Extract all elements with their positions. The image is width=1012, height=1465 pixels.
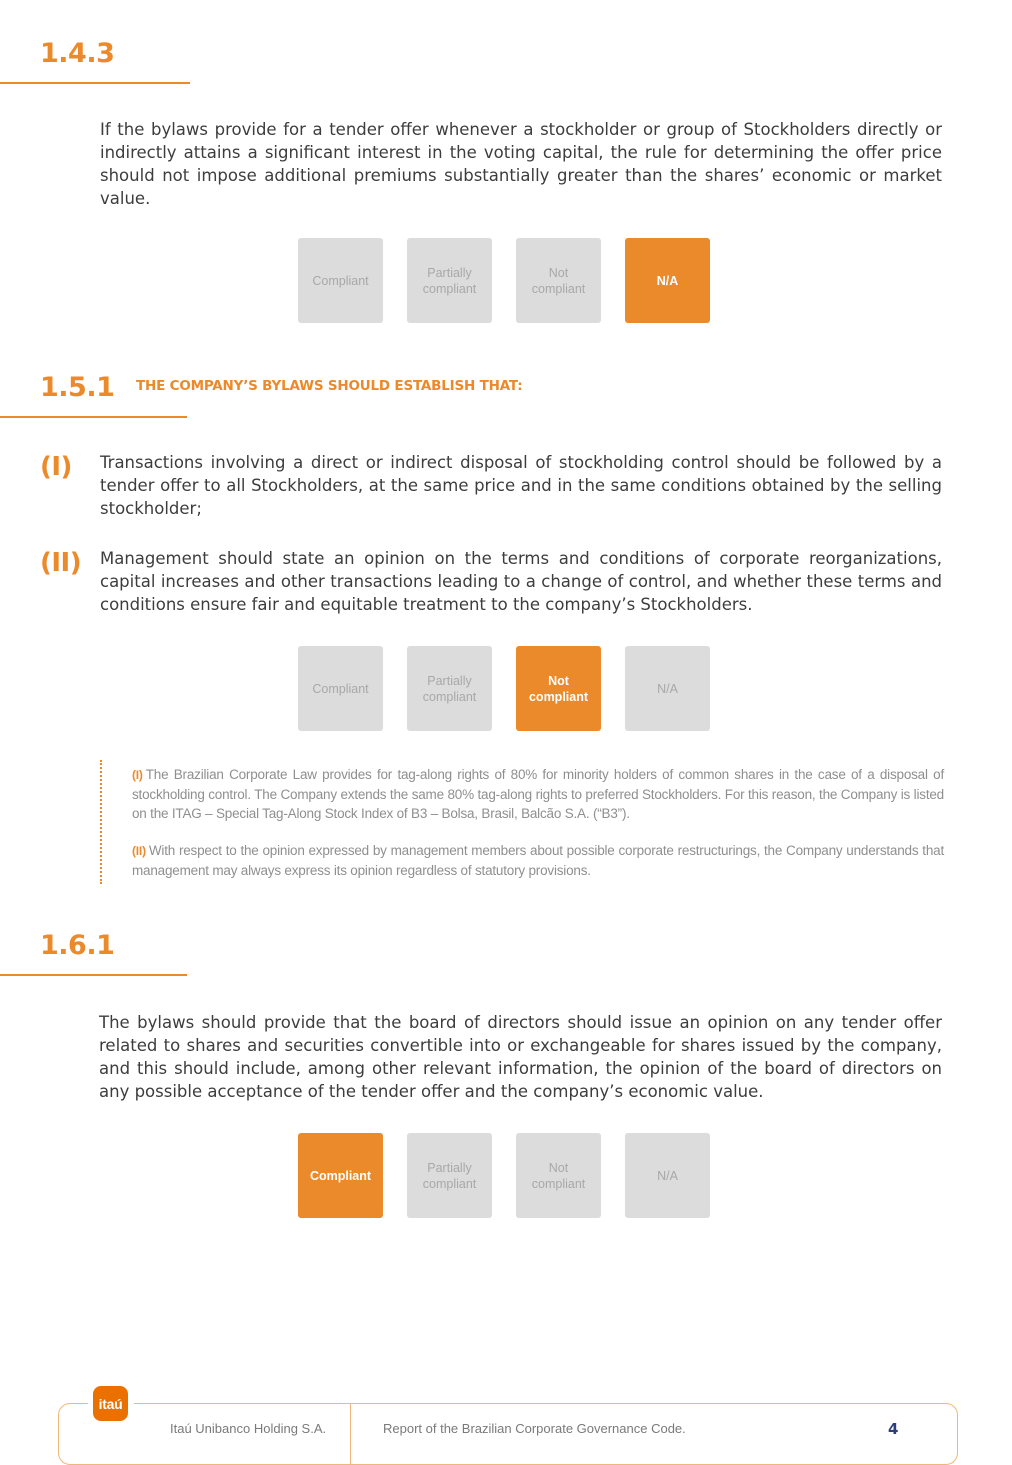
option-compliant: Compliant — [298, 238, 383, 323]
option-partially-compliant: Partially compliant — [407, 1133, 492, 1218]
item-text-ii: Management should state an opinion on the terms and conditions of corporate reorganizations, capital increases and other transactions leading to a change of control, and whether these terms and conditions ensure fair and equitable treatment to the company’s Stockholders. — [100, 549, 942, 614]
footer-divider — [350, 1404, 351, 1464]
note-tag: (I) — [132, 768, 143, 782]
compliance-options-1-4-3 — [298, 238, 718, 324]
option-compliant: Compliant — [298, 1133, 383, 1218]
item-text-i: Transactions involving a direct or indirect disposal of stockholding control should be followed by a tender offer to all Stockholders, at the same price and in the same conditions obtained by the selling stockholder; — [100, 453, 942, 518]
note-text: The Brazilian Corporate Law provides for tag-along rights of 80% for minority holders of common shares in the case of a disposal of stockholding control. The Company extends the same 80% tag-along rights to preferred Stockholders. For this reason, the Company is listed on the ITAG – Special Tag-Along Stock Index of B3 – Bolsa, Brasil, Balcão S.A. (“B3”). — [132, 767, 944, 821]
section-text-1-4-3: If the bylaws provide for a tender offer whenever a stockholder or group of Stockholders directly or indirectly attains a significant interest in the voting capital, the rule for determining the offer price should not impose additional premiums substantially greater than the shares’ economic or market value. — [100, 120, 942, 208]
option-partially-compliant: Partially compliant — [407, 238, 492, 323]
explanatory-notes — [100, 760, 944, 884]
compliance-options-1-5-1 — [298, 646, 718, 732]
footer-company-name: Itaú Unibanco Holding S.A. — [170, 1421, 327, 1436]
section-text-1-6-1: The bylaws should provide that the board of directors should issue an opinion on any tender offer related to shares and securities convertible into or exchangeable for shares issued by the company, and this should include, among other relevant information, the opinion of the board of directors on any possible acceptance of the tender offer and the company’s economic value. — [99, 1013, 942, 1101]
note-tag: (II) — [132, 844, 146, 858]
compliance-options-1-6-1 — [298, 1133, 718, 1219]
footer-report-title: Report of the Brazilian Corporate Governance Code. — [383, 1421, 686, 1436]
item-marker-i: (I) — [40, 452, 72, 482]
itau-logo: itaú — [93, 1386, 128, 1421]
option-na: N/A — [625, 238, 710, 323]
note-text: With respect to the opinion expressed by management members about possible corporate restructurings, the Company understands that management may always express its opinion regardless of statutory provisions. — [132, 843, 944, 878]
section-number-1-5-1: 1.5.1 — [40, 372, 115, 403]
page-number: 4 — [888, 1420, 899, 1438]
note-ii — [132, 841, 944, 880]
section-number-1-4-3: 1.4.3 — [40, 38, 115, 69]
option-na: N/A — [625, 1133, 710, 1218]
note-i — [132, 765, 944, 823]
section-rule — [0, 416, 187, 418]
option-not-compliant: Not compliant — [516, 646, 601, 731]
option-partially-compliant: Partially compliant — [407, 646, 492, 731]
option-not-compliant: Not compliant — [516, 1133, 601, 1218]
section-rule — [0, 82, 190, 84]
option-compliant: Compliant — [298, 646, 383, 731]
page-footer — [58, 1403, 958, 1465]
option-not-compliant: Not compliant — [516, 238, 601, 323]
section-number-1-6-1: 1.6.1 — [40, 930, 115, 961]
option-na: N/A — [625, 646, 710, 731]
item-marker-ii: (II) — [40, 548, 82, 578]
section-rule — [0, 974, 187, 976]
section-subtitle-1-5-1: THE COMPANY’S BYLAWS SHOULD ESTABLISH THAT: — [136, 378, 523, 394]
